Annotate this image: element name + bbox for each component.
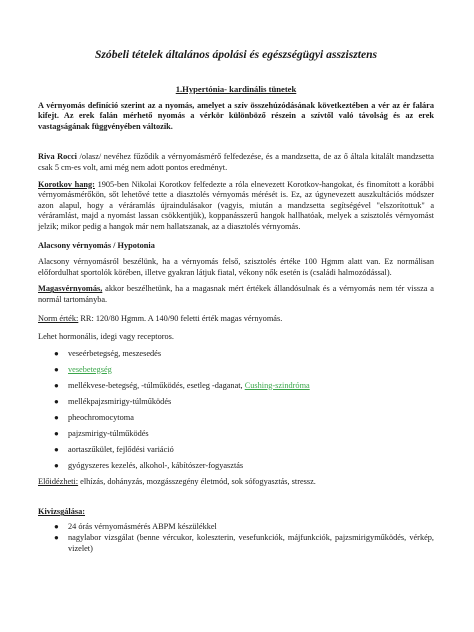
list-item: ● nagylabor vizsgálat (benne vércukor, koleszterin, vesefunkciók, májfunkciók, pajzsmirigyműködés, vérkép, vizelet) — [54, 533, 434, 553]
bullet-dot-icon: ● — [54, 444, 59, 454]
bullet-dot-icon: ● — [54, 460, 59, 470]
hypotonia-paragraph: Alacsony vérnyomásról beszélünk, ha a vérnyomás felső, szisztolés értéke 100 Hgmm alatt van. Ez normálisan előfordulhat sportolók körében, illetve gyakran látjuk fiatal, vékony nők esetén is (családi halmozódással). — [38, 257, 434, 277]
hypotonia-title: Alacsony vérnyomás / Hypotonia — [38, 240, 155, 250]
bullet-dot-icon: ● — [54, 348, 59, 358]
riva-rocci-name: Riva Rocci — [38, 152, 77, 162]
bullet-dot-icon: ● — [54, 412, 59, 422]
list-item: ● mellékpajzsmirigy-túlműködés — [54, 396, 172, 406]
list-item: ● 24 órás vérnyomásmérés ABPM készülékkel — [54, 521, 217, 531]
norm-paragraph — [38, 314, 434, 325]
korotkov-label: Korotkov hang: — [38, 179, 95, 189]
list-item: ● pheochromocytoma — [54, 412, 134, 422]
hypertonia-label: Magasvérnyomás, — [38, 284, 103, 294]
list-item — [54, 365, 434, 376]
korotkov-text: 1905-ben Nikolai Korotkov felfedezte a róla elnevezett Korotkov-hangokat, és finomított a korábbi vérnyomásmérőkön, sőt lehetővé tette a diasztolés vérnyomás mérését is. Ez, az úgynevezett auszkultációs módszer azon alapul, hogy a véráramlás újraindulásakor (vagyis, miután a mandzsetta segítségével "elszorítottuk" a véráramlást, majd a nyomást lassan csökkentjük), koppanásszerű hangok hallhatóak, melyek a szisztolés vérnyomást jelzik; mikor pedig a hangok már nem hallatszanak, az a diasztolés vérnyomás. — [38, 179, 435, 231]
examination-list — [38, 522, 434, 555]
list-item: ● gyógyszeres kezelés, alkohol-, kábítószer-fogyasztás — [54, 460, 244, 470]
bullet-dot-icon: ● — [54, 364, 59, 374]
predisposing-paragraph — [38, 477, 434, 488]
bullet-dot-icon: ● — [54, 533, 59, 543]
document-title: Szóbeli tételek általános ápolási és egészségügyi asszisztens — [94, 48, 378, 61]
predisposing-label: Előidézheti: — [38, 476, 79, 486]
norm-label: Norm érték: — [38, 313, 79, 323]
riva-rocci-text: /olasz/ nevéhez fűződik a vérnyomásmérő felfedezése, és a mandzsetta, de az ő általa kitalált mandzsetta csak 5 cm-es volt, ami még nem adott pontos eredményt. — [38, 152, 434, 172]
bullet-dot-icon: ● — [54, 380, 59, 390]
bullet-dot-icon: ● — [54, 396, 59, 406]
cushing-link[interactable]: Cushing-szindróma — [244, 380, 310, 390]
norm-text: RR: 120/80 Hgmm. A 140/90 feletti érték magas vérnyomás. — [78, 313, 283, 323]
hypertonia-text: akkor beszélhetünk, ha a magasnak mért értékek állandósulnak és a vérnyomás nem tér vissza a normál tartományba. — [38, 284, 434, 304]
definition-paragraph: A vérnyomás definíció szerint az a nyomás, amelyet a szív összehúzódásának következtében a vér az ér falára kifejt. Az erek falán mérhető nyomás a vérkör különböző részein a szívtől való távolság és az erek vastagságának függvényében változik. — [38, 100, 434, 131]
bullet-dot-icon: ● — [54, 521, 59, 531]
list-item: ● veseérbetegség, meszesedés — [54, 348, 162, 358]
korotkov-paragraph — [38, 180, 434, 233]
list-item: ● mellékvese-betegség, -túlműködés, esetleg -daganat, Cushing-szindróma — [54, 380, 310, 390]
section-title: 1.Hypertónia- kardinális tünetek — [175, 84, 297, 94]
bullet-dot-icon: ● — [54, 428, 59, 438]
vesebetegseg-link[interactable]: vesebetegség — [68, 364, 112, 374]
examination-title: Kivizsgálása: — [38, 507, 86, 517]
list-item: ● pajzsmirigy-túlműködés — [54, 428, 149, 438]
causes-list — [38, 349, 434, 471]
riva-rocci-paragraph — [38, 152, 434, 173]
predisposing-text: elhízás, dohányzás, mozgásszegény életmód, sok sófogyasztás, stressz. — [78, 476, 316, 486]
causes-intro: Lehet hormonális, idegi vagy receptoros. — [38, 332, 174, 342]
list-item: ● aortaszűkület, fejlődési variáció — [54, 444, 174, 454]
hypertonia-paragraph — [38, 284, 434, 305]
